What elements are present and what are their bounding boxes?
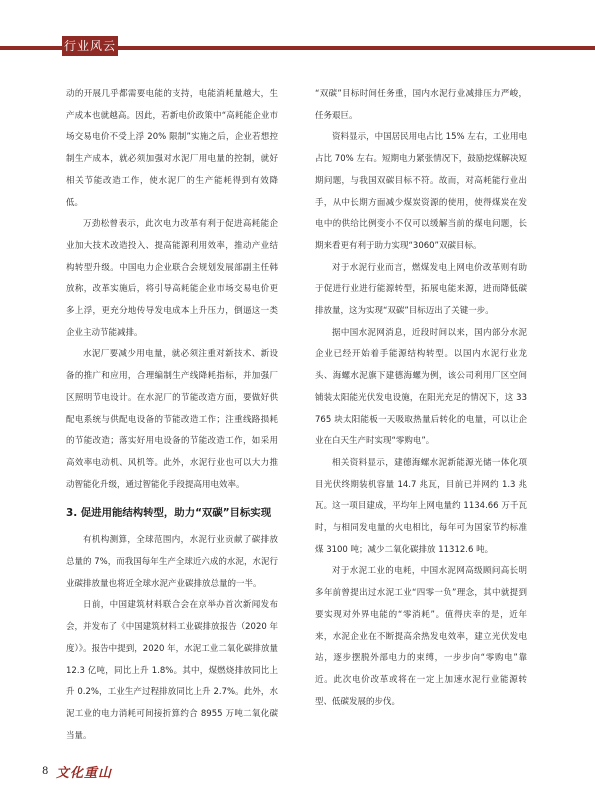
- paragraph: 万劲松曾表示，此次电力改革有利于促进高耗能企业加大技术改造投入、提高能源利用效率，推动产业结构转型升级。中国电力企业联合会规划发展部副主任韩放称，改革实施后，将引导高耗能企业市场交易电价更多上浮，更充分地传导发电成本上升压力，倒逼这一类企业主动节能减排。: [66, 219, 278, 338]
- paragraph: 对于水泥工业的电耗，中国水泥网高级顾问高长明多年前曾提出过水泥工业“四零一负”理念，其中就提到要实现对外界电能的“零消耗”。值得庆幸的是，近年来，水泥企业在不断提高余热发电效率，建立光伏发电站，逐步摆脱外部电力的束缚，一步步向“零购电”靠近。此次电价改革或将在一定上加速水泥行业能源转型、低碳发展的步伐。: [315, 566, 527, 707]
- right-column: [315, 84, 527, 713]
- paragraph: 相关资料显示，建德海螺水泥新能源光储一体化项目光伏终期装机容量 14.7 兆瓦，目前已并网约 1.3 兆瓦。这一项目建成，平均年上网电量约 1134.66 万千瓦时，与相同发电量的火电相比，每年可为国家节约标准煤 3100 吨；减少二氧化碳排放 11312.6 吨。: [315, 457, 527, 555]
- paragraph: 动的开展几乎都需要电能的支持，电能消耗量越大，生产成本也就越高。因此，若新电价政策中“高耗能企业市场交易电价不受上浮 20% 限制”实施之后，企业若想控制生产成本，就必须加强对水泥厂用电量的控制，就好相关节能改造工作，使水泥厂的生产能耗得到有效降低。: [66, 89, 278, 208]
- magazine-logo: 文化重山: [56, 766, 113, 781]
- paragraph: 水泥厂要减少用电量，就必须注重对新技术、新设备的推广和应用，合理编制生产线降耗指标，并加强厂区照明节电设计。在水泥厂的节能改造方面，要做好供配电系统与供配电设备的节能改造工作；注重线路损耗的节能改造；落实好用电设备的节能改造工作，如采用高效率电动机、风机等。此外，水泥行业也可以大力推动智能化升级，通过智能化手段提高用电效率。: [66, 349, 278, 490]
- section-tag: 行业风云: [62, 36, 118, 56]
- paragraph: 有机构测算，全球范围内，水泥行业贡献了碳排放总量的 7%，而我国每年生产全球近六成的水泥，水泥行业碳排放量也将近全球水泥产业碳排放总量的一半。: [66, 535, 278, 589]
- paragraph: 日前，中国建筑材料联合会在京举办首次新闻发布会，并发布了《中国建筑材料工业碳排放报告（2020 年度）》。报告中提到，2020 年，水泥工业二氧化碳排放量 12.3 亿吨，同比上升 1.8%。其中，煤燃烧排放同比上升 0.2%，工业生产过程排放同比上升 2.7%。此外，水泥工业的电力消耗可间接折算约合 8955 万吨二氧化碳当量。: [66, 600, 278, 741]
- section-heading: 3. 促进用能结构转型，助力“双碳”目标实现: [66, 507, 272, 520]
- paragraph: “双碳”目标时间任务重，国内水泥行业减排压力严峻，任务艰巨。: [315, 89, 527, 121]
- paragraph: 对于水泥行业而言，燃煤发电上网电价改革则有助于促进行业进行能源转型，拓展电能来源，进而降低碳排放量，这为实现“双碳”目标迈出了关键一步。: [315, 262, 527, 317]
- paragraph: 资料显示，中国居民用电占比 15% 左右，工业用电占比 70% 左右。短期电力紧张情况下，鼓励挖煤解决短期问题，与我国双碳目标不符。故而，对高耗能行业出手，从中长期方面减少煤炭资源的使用，使得煤炭在发电中的供给比例变小不仅可以缓解当前的煤电问题，长期来看更有利于助力实现“3060”双碳目标。: [315, 132, 527, 251]
- left-column: [66, 84, 278, 747]
- section-header: [0, 0, 595, 58]
- paragraph: 据中国水泥网消息，近段时间以来，国内部分水泥企业已经开始着手能源结构转型。以国内水泥行业龙头、海螺水泥旗下建德海螺为例，该公司利用厂区空间铺装太阳能光伏发电设施，在阳光充足的情况下，这 33765 块太阳能板一天吸取热量后转化的电量，可以让企业在白天生产时实现“零购电”。: [315, 327, 527, 447]
- page-number: 8: [42, 766, 49, 777]
